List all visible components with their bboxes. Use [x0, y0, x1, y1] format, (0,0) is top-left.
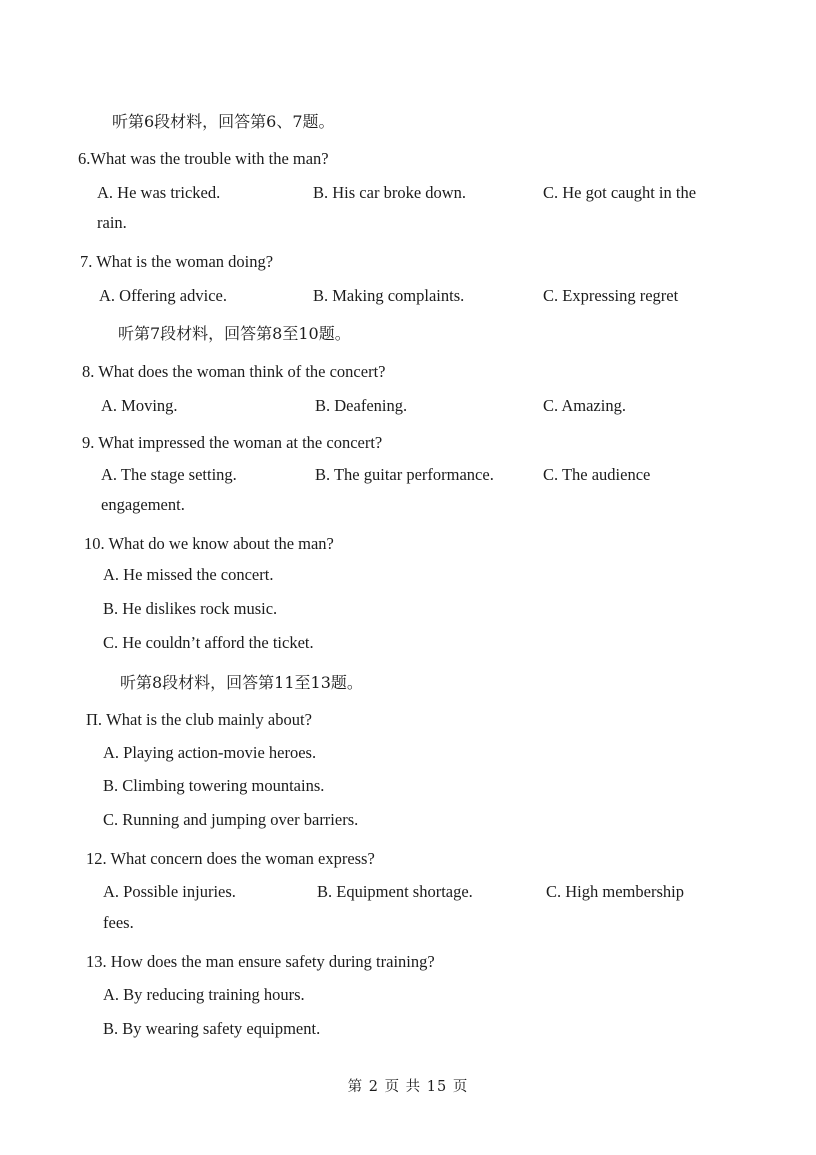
question-9-option-b: B. The guitar performance. — [315, 465, 494, 484]
question-13-option-a: A. By reducing training hours. — [103, 985, 305, 1004]
question-10-option-b: B. He dislikes rock music. — [103, 599, 278, 618]
question-9-option-c-continued: engagement. — [101, 495, 185, 514]
question-12-stem: 12. What concern does the woman express? — [86, 849, 375, 868]
question-12-option-a: A. Possible injuries. — [103, 882, 236, 901]
section-header-8: 听第8段材料，回答第11至13题。 — [120, 673, 363, 692]
section-header-7: 听第7段材料，回答第8至10题。 — [118, 324, 351, 343]
question-11-option-b: B. Climbing towering mountains. — [103, 776, 325, 795]
question-8-option-c: C. Amazing. — [543, 396, 626, 415]
question-10-stem: 10. What do we know about the man? — [84, 534, 334, 553]
question-11-option-c: C. Running and jumping over barriers. — [103, 810, 359, 829]
question-7-option-c: C. Expressing regret — [543, 286, 679, 305]
section-header-6: 听第6段材料，回答第6、7题。 — [112, 112, 335, 131]
page-number: 第 2 页 共 15 页 — [347, 1079, 469, 1095]
question-6-option-b: B. His car broke down. — [313, 183, 467, 202]
question-7-option-a: A. Offering advice. — [99, 286, 227, 305]
question-6-option-a: A. He was tricked. — [97, 183, 221, 202]
question-9-option-a: A. The stage setting. — [101, 465, 237, 484]
question-8-option-b: B. Deafening. — [315, 396, 408, 415]
question-11-option-a: A. Playing action-movie heroes. — [103, 743, 317, 762]
question-10-option-c: C. He couldn’t afford the ticket. — [103, 633, 314, 652]
question-8-stem: 8. What does the woman think of the concert? — [82, 362, 386, 381]
question-9-stem: 9. What impressed the woman at the concert? — [82, 433, 383, 452]
question-10-option-a: A. He missed the concert. — [103, 565, 274, 584]
question-6-option-c-continued: rain. — [97, 213, 127, 232]
question-7-option-b: B. Making complaints. — [313, 286, 465, 305]
question-6-option-c: C. He got caught in the — [543, 183, 697, 202]
question-9-option-c: C. The audience — [543, 465, 651, 484]
question-12-option-c-continued: fees. — [103, 913, 134, 932]
question-12-option-b: B. Equipment shortage. — [317, 882, 473, 901]
question-8-option-a: A. Moving. — [101, 396, 178, 415]
question-11-stem: П. What is the club mainly about? — [86, 710, 312, 729]
question-6-stem: 6.What was the trouble with the man? — [78, 149, 329, 168]
question-7-stem: 7. What is the woman doing? — [80, 252, 274, 271]
question-13-stem: 13. How does the man ensure safety during training? — [86, 952, 435, 971]
question-12-option-c: C. High membership — [546, 882, 684, 901]
question-13-option-b: B. By wearing safety equipment. — [103, 1019, 321, 1038]
